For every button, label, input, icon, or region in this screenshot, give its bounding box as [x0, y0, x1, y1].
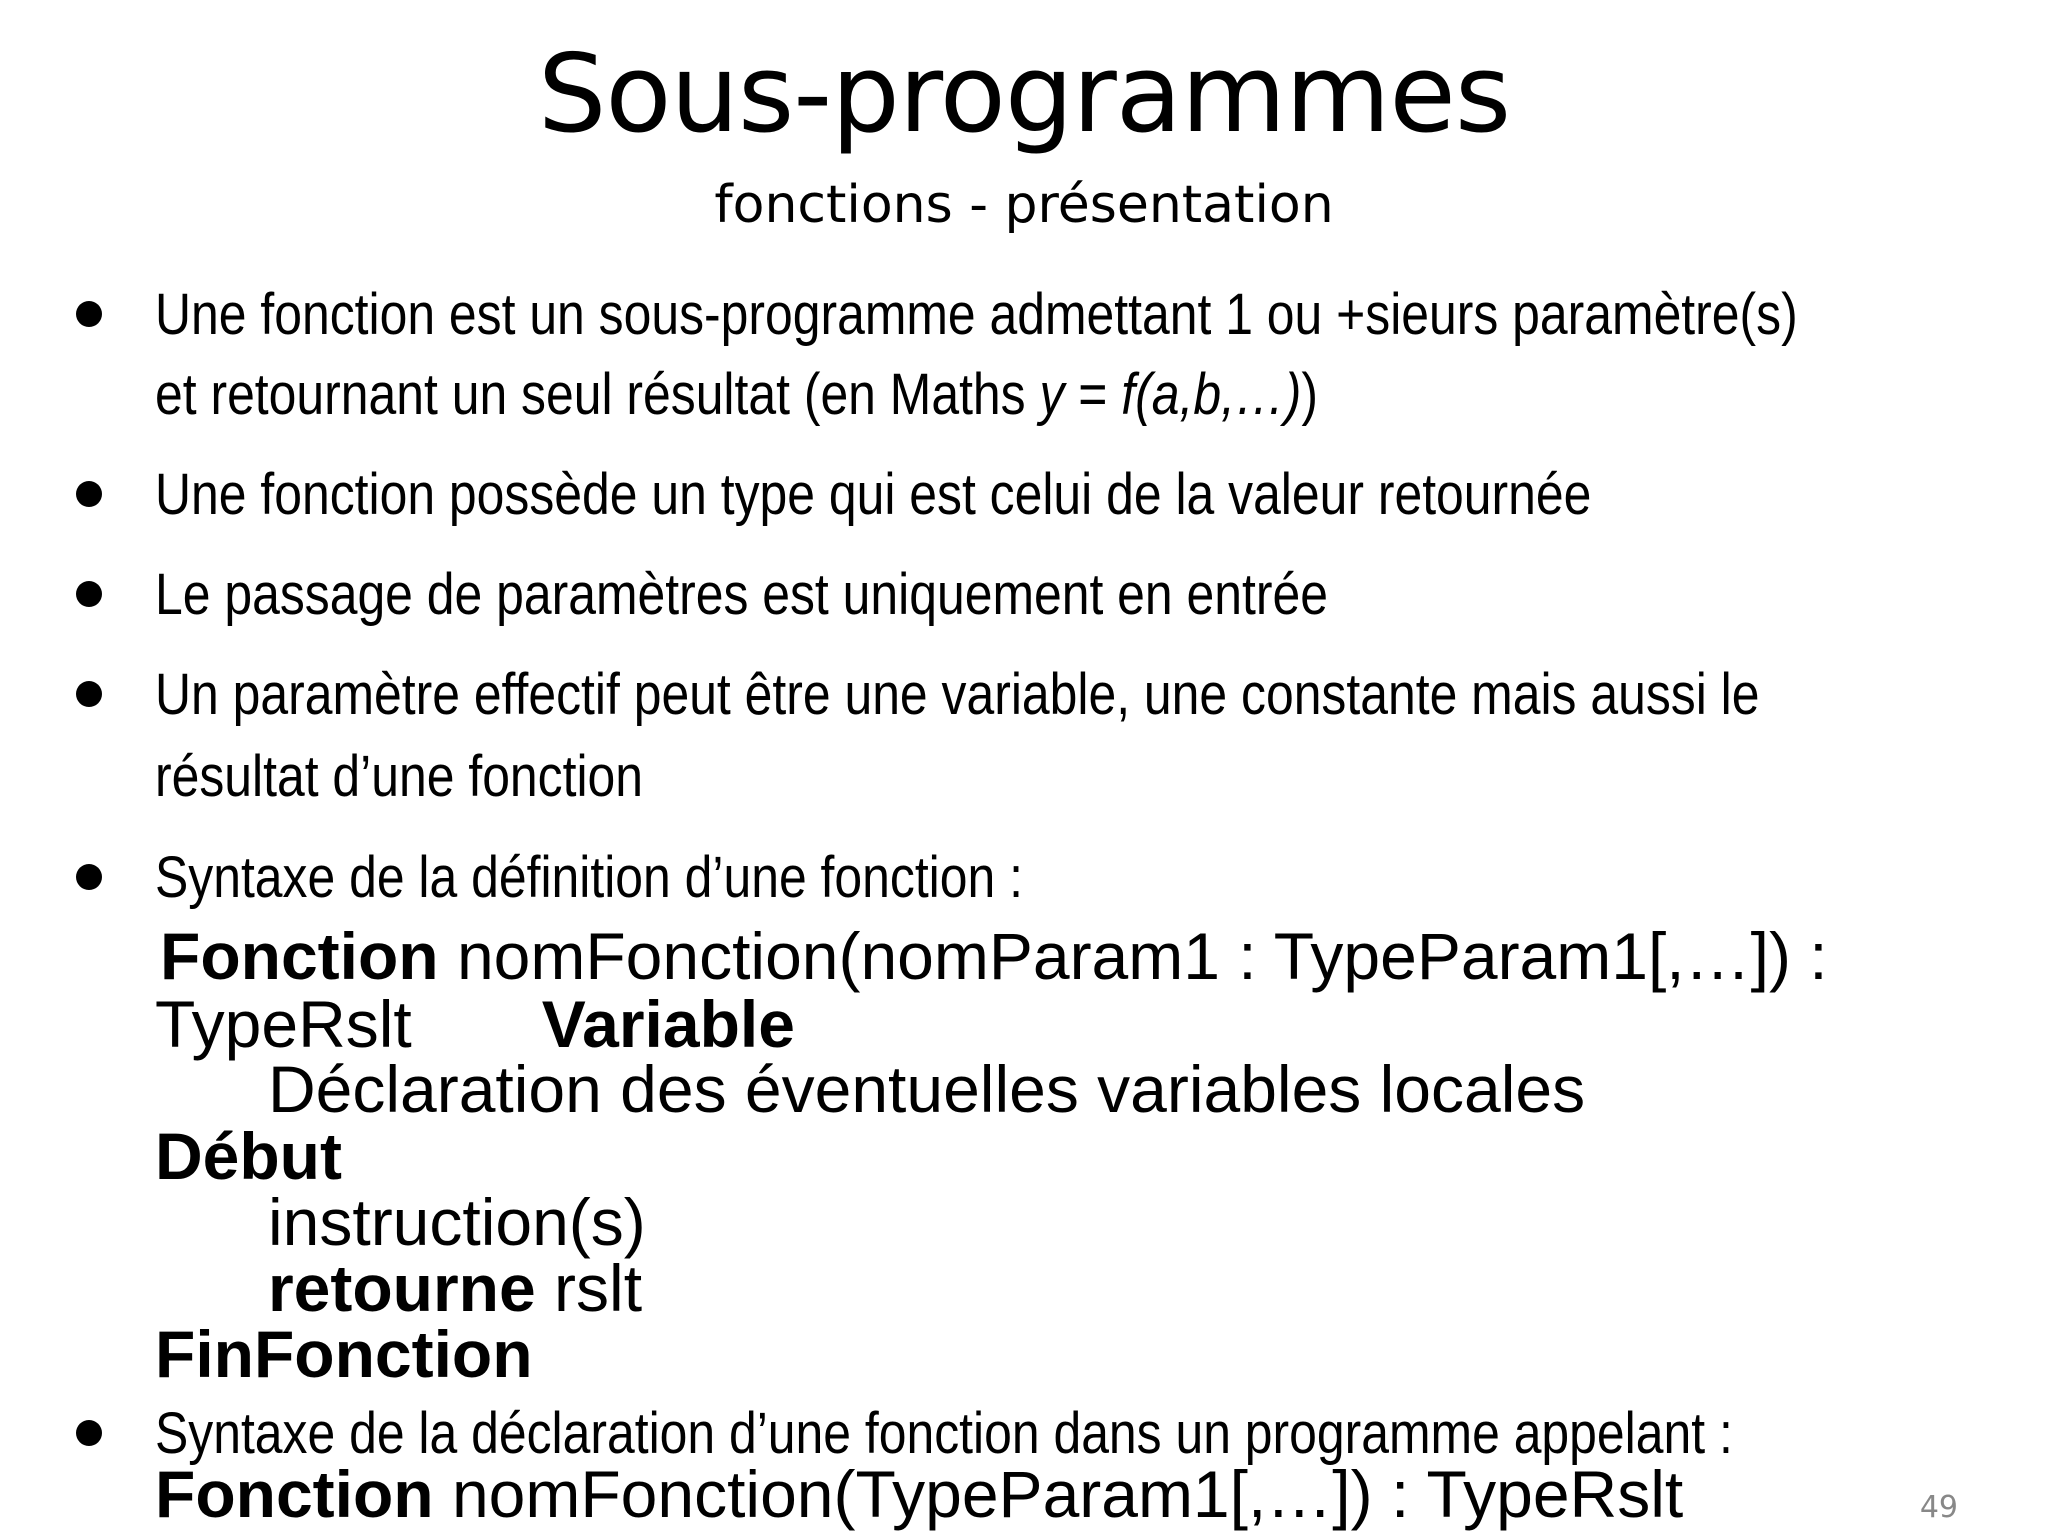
definition-line-signature [160, 919, 1828, 993]
keyword-variable: Variable [541, 987, 795, 1061]
bullet-dot [76, 681, 102, 707]
math-y: y [1039, 362, 1065, 427]
bullet-dot [76, 301, 102, 327]
bullet-dot [76, 864, 102, 890]
math-function: f(a,b,…) [1121, 362, 1302, 427]
declaration-syntax-line [155, 1457, 1684, 1531]
keyword-retourne: retourne [268, 1251, 536, 1325]
bullet-2: Une fonction possède un type qui est celui de la valeur retournée [155, 462, 1592, 527]
bullet-1-text: et retournant un seul résultat (en Maths [155, 362, 1040, 427]
bullet-6: Syntaxe de la déclaration d’une fonction dans un programme appelant : [155, 1401, 1733, 1466]
declaration-signature: nomFonction(TypeParam1[,…]) : TypeRslt [433, 1457, 1684, 1531]
bullet-5: Syntaxe de la définition d’une fonction : [155, 845, 1023, 910]
definition-line-retourne [268, 1251, 643, 1325]
bullet-4-line-2: résultat d’une fonction [155, 744, 644, 809]
keyword-fonction: Fonction [155, 1457, 434, 1531]
type-rslt: TypeRslt [155, 987, 412, 1061]
slide-subtitle: fonctions - présentation [714, 175, 1334, 235]
bullet-1-line-2 [155, 355, 1772, 435]
signature-text: nomFonction(nomParam1 : TypeParam1[,…]) : [438, 919, 1828, 993]
definition-line-instructions: instruction(s) [268, 1185, 646, 1259]
math-equals: = [1064, 362, 1122, 427]
slide-title: Sous-programmes [537, 32, 1511, 157]
bullet-dot [76, 581, 102, 607]
keyword-fonction: Fonction [160, 919, 439, 993]
bullet-dot [76, 481, 102, 507]
definition-line-type [155, 987, 795, 1061]
math-close-paren: ) [1301, 362, 1319, 427]
bullet-dot [76, 1420, 102, 1446]
return-value: rslt [535, 1251, 643, 1325]
bullet-4-line-1: Un paramètre effectif peut être une variable, une constante mais aussi le [155, 662, 1760, 727]
keyword-finfonction: FinFonction [155, 1317, 533, 1391]
bullet-1-line-1: Une fonction est un sous-programme admettant 1 ou +sieurs paramètre(s) [155, 282, 1798, 347]
keyword-debut: Début [155, 1119, 342, 1193]
page-number: 49 [1919, 1490, 1958, 1525]
bullet-3: Le passage de paramètres est uniquement en entrée [155, 562, 1328, 627]
definition-line-declaration: Déclaration des éventuelles variables locales [268, 1052, 1586, 1126]
